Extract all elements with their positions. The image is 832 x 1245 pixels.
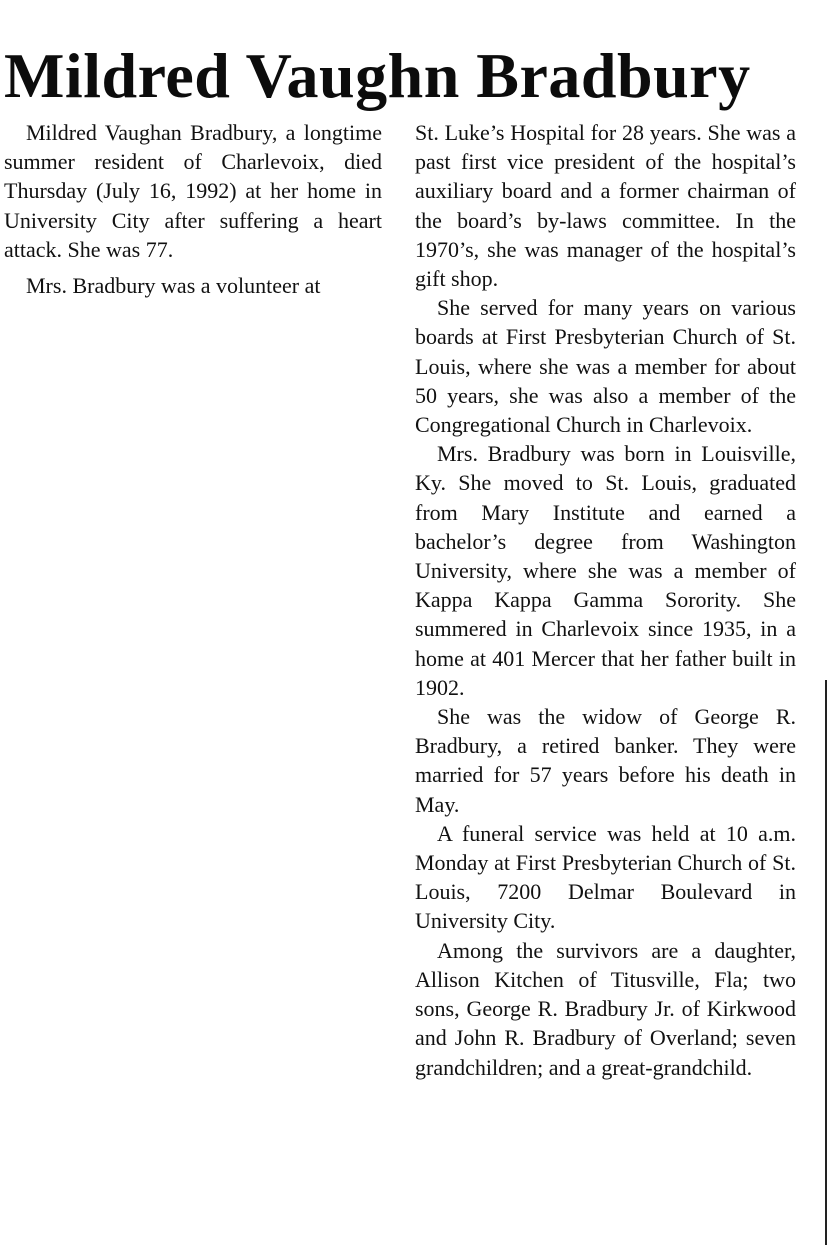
paragraph: St. Luke’s Hospital for 28 years. She was a past first vice president of the hospital’s auxiliary board and a former chairman of the board’s by-laws committee. In the 1970’s, she was manager of the hospital’s gift shop. <box>415 120 796 292</box>
column-rule <box>825 680 827 1245</box>
paragraph: Mrs. Bradbury was a volunteer at <box>26 273 321 299</box>
left-column <box>4 118 382 300</box>
paragraph: A funeral service was held at 10 a.m. Monday at First Presbyterian Church of St. Louis, 7200 Delmar Boulevard in University City. <box>415 820 796 934</box>
paragraph: Mrs. Bradbury was born in Louisville, Ky. She moved to St. Louis, graduated from Mary Institute and earned a bachelor’s degree from Washington University, where she was a member of Kappa Kappa Gamma Sorority. She summered in Charlevoix since 1935, in a home at 401 Mercer that her father built in 1902. <box>415 441 796 700</box>
paragraph: Among the survivors are a daughter, Allison Kitchen of Titusville, Fla; two sons, George R. Bradbury Jr. of Kirkwood and John R. Bradbury of Overland; seven grandchildren; and a great-grandchild. <box>415 937 796 1080</box>
paragraph: Mildred Vaughan Bradbury, a longtime summer resident of Charlevoix, died Thursday (July 16, 1992) at her home in University City after suffering a heart attack. She was 77. <box>4 120 382 262</box>
paragraph: She was the widow of George R. Bradbury, a retired banker. They were married for 57 years before his death in May. <box>415 704 796 817</box>
right-column <box>415 118 796 1082</box>
paragraph: She served for many years on various boards at First Presbyterian Church of St. Louis, where she was a member for about 50 years, she was also a member of the Congregational Church in Charlevoix. <box>415 295 796 438</box>
headline: Mildred Vaughn Bradbury <box>4 40 751 111</box>
